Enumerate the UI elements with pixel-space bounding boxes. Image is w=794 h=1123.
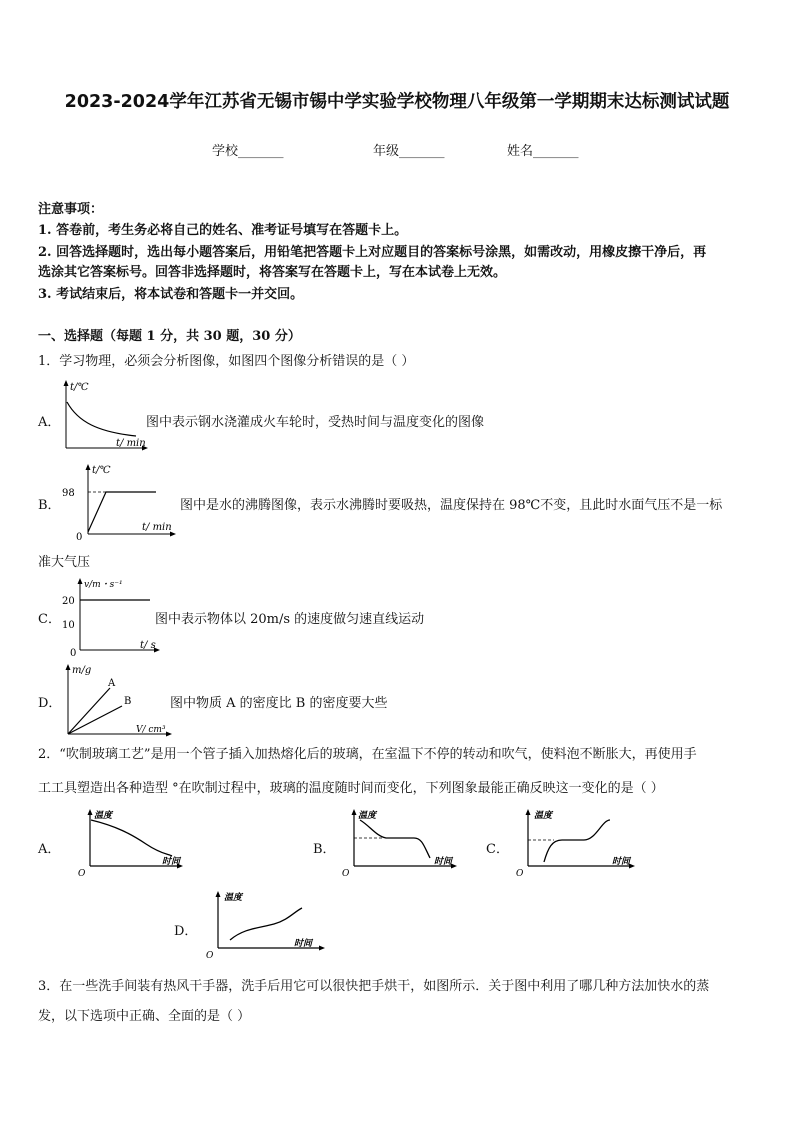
q2-c-origin: O [516, 869, 524, 878]
q2-a-ylabel: 温度 [94, 811, 113, 821]
q1-d-graph [58, 660, 176, 742]
q2-a-graph [76, 806, 184, 878]
q1-a-graph [58, 378, 150, 456]
q2-b-graph [340, 806, 458, 878]
q1-option-b-text: 图中是水的沸腾图像，表示水沸腾时要吸热，温度保持在 98℃不变，且此时水面气压不是一标 [180, 498, 723, 513]
q1-c-origin: 0 [70, 648, 77, 656]
q1-b-origin: 0 [76, 532, 83, 540]
q2-b-origin: O [342, 869, 350, 878]
grade-field[interactable]: 年级_______ [373, 144, 445, 159]
q2-a-xlabel: 时间 [162, 857, 181, 867]
q1-b-xlabel: t/ min [142, 522, 172, 533]
q2-d-origin: O [206, 951, 214, 960]
q2-option-a-label[interactable]: A． [38, 842, 61, 857]
q2-option-d-label[interactable]: D． [174, 924, 198, 939]
q2-b-ylabel: 温度 [358, 811, 377, 821]
q2-option-b-label[interactable]: B． [313, 842, 336, 857]
q1-c-ylabel: v/m・s⁻¹ [84, 580, 123, 590]
q2-c-xlabel: 时间 [612, 857, 631, 867]
q1-d-ylabel: m/g [72, 665, 92, 676]
q2-stem-line-2: 工工具塑造出各种造型 °在吹制过程中，玻璃的温度随时间而变化，下列图象最能正确反映这一变化的是（ ） [38, 781, 664, 796]
q1-c-xlabel: t/ s [140, 640, 156, 651]
q2-c-ylabel: 温度 [534, 811, 553, 821]
q2-a-origin: O [78, 869, 86, 878]
name-field[interactable]: 姓名_______ [507, 144, 579, 159]
q1-c-graph [58, 574, 162, 656]
notice-item-2: 2. 回答选择题时，选出每小题答案后，用铅笔把答题卡上对应题目的答案标号涂黑，如需改动，用橡皮擦干净后，再 [38, 245, 707, 260]
q1-a-xlabel: t/ min [116, 438, 146, 449]
q1-option-a-label[interactable]: A． [38, 415, 61, 430]
q1-d-xlabel: V/ cm³ [136, 725, 166, 735]
q3-stem-line-2: 发，以下选项中正确、全面的是（ ） [38, 1009, 251, 1024]
notice-item-1: 1. 答卷前，考生务必将自己的姓名、准考证号填写在答题卡上。 [38, 223, 408, 238]
q1-b-tick-98: 98 [62, 488, 75, 499]
page-title: 2023-2024学年江苏省无锡市锡中学实验学校物理八年级第一学期期末达标测试试题 [64, 92, 730, 112]
q1-option-d-text: 图中物质 A 的密度比 B 的密度要大些 [170, 696, 388, 711]
q1-d-line-a: A [108, 678, 116, 689]
notice-item-2-cont: 选涂其它答案标号。回答非选择题时，将答案写在答题卡上，写在本试卷上无效。 [38, 265, 507, 280]
q2-d-xlabel: 时间 [294, 939, 313, 949]
q3-stem-line-1: 3．在一些洗手间装有热风干手器，洗手后用它可以很快把手烘干，如图所示．关于图中利用了哪几种方法加快水的蒸 [38, 979, 710, 994]
q1-c-tick-10: 10 [62, 620, 75, 631]
q1-option-c-label[interactable]: C． [38, 612, 61, 627]
q1-option-c-text: 图中表示物体以 20m/s 的速度做匀速直线运动 [155, 612, 425, 627]
q1-option-d-label[interactable]: D． [38, 696, 62, 711]
school-field[interactable]: 学校_______ [212, 144, 284, 159]
q2-option-c-label[interactable]: C． [486, 842, 509, 857]
q1-option-a-text: 图中表示钢水浇灌成火车轮时，受热时间与温度变化的图像 [146, 415, 485, 430]
q1-option-b-text-cont: 准大气压 [38, 555, 91, 570]
q1-option-b-label[interactable]: B． [38, 498, 61, 513]
q2-d-ylabel: 温度 [224, 893, 243, 903]
section-heading: 一、选择题（每题 1 分，共 30 题，30 分） [38, 329, 301, 344]
notice-heading: 注意事项： [38, 202, 104, 217]
q1-stem: 1．学习物理，必须会分析图像，如图四个图像分析错误的是（ ） [38, 354, 415, 369]
q1-b-ylabel: t/℃ [92, 465, 111, 476]
q1-a-ylabel: t/℃ [70, 382, 89, 393]
q1-d-line-b: B [124, 696, 132, 707]
q2-stem-line-1: 2．“吹制玻璃工艺”是用一个管子插入加热熔化后的玻璃，在室温下不停的转动和吹气，使料泡不断胀大，再使用手 [38, 747, 697, 762]
q2-d-graph [204, 888, 326, 960]
q1-b-graph [58, 460, 178, 540]
q2-c-graph [514, 806, 636, 878]
notice-item-3: 3. 考试结束后，将本试卷和答题卡一并交回。 [38, 287, 304, 302]
q2-b-xlabel: 时间 [434, 857, 453, 867]
q1-c-tick-20: 20 [62, 596, 75, 607]
